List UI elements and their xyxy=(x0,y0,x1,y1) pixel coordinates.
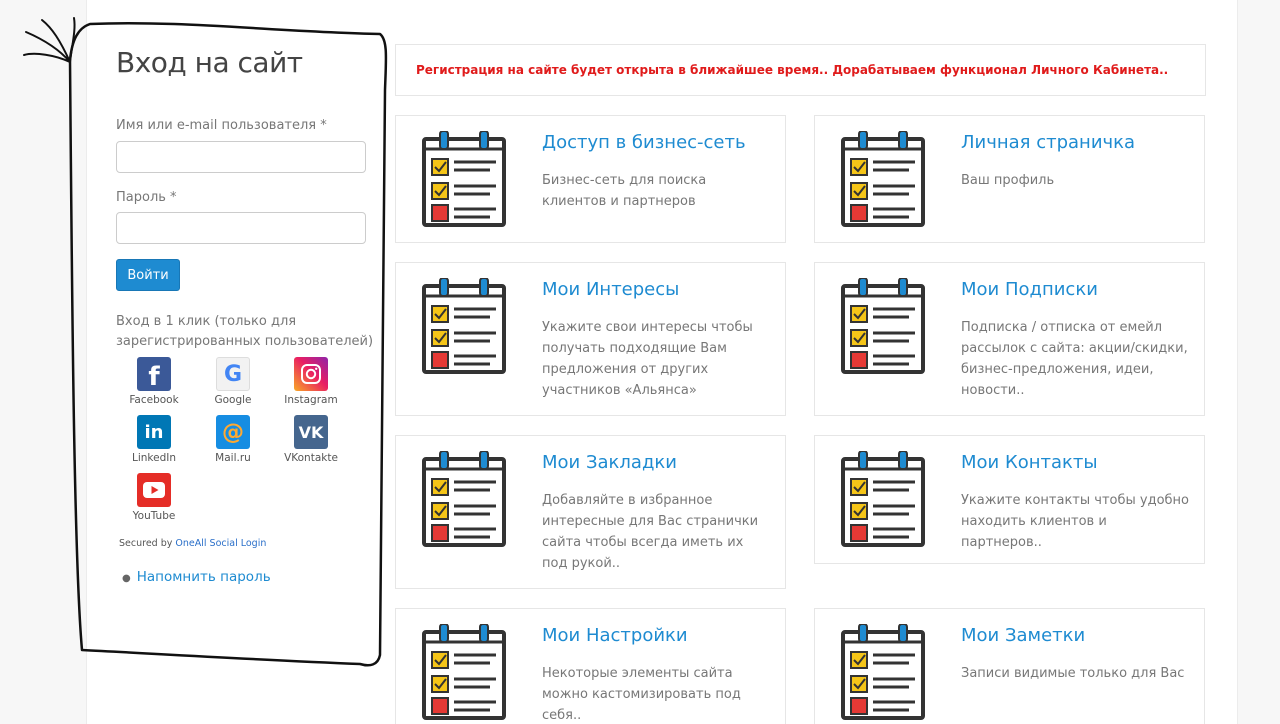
card-title[interactable]: Мои Контакты xyxy=(961,452,1098,473)
card-subscriptions[interactable] xyxy=(814,262,1205,416)
checklist-icon xyxy=(839,278,927,376)
card-title[interactable]: Мои Заметки xyxy=(961,625,1086,646)
card-description: Некоторые элементы сайта можно кастомизировать под себя.. xyxy=(542,666,741,723)
social-login-facebook[interactable] xyxy=(119,357,189,406)
card-description: Записи видимые только для Вас xyxy=(961,666,1185,681)
card-title[interactable]: Личная страничка xyxy=(961,132,1136,153)
checklist-icon xyxy=(420,278,508,376)
card-title[interactable]: Мои Интересы xyxy=(542,279,680,300)
bullet-icon: ● xyxy=(122,573,131,584)
username-input[interactable] xyxy=(116,141,366,173)
remind-password-link[interactable]: Напомнить пароль xyxy=(136,569,271,585)
password-label: Пароль * xyxy=(116,190,177,205)
social-login-linkedin[interactable] xyxy=(119,415,189,464)
checklist-icon xyxy=(839,131,927,229)
social-label: YouTube xyxy=(132,510,176,522)
oneclick-login-text: Вход в 1 клик (только для зарегистрированных пользователей) xyxy=(116,314,374,349)
secured-by-text xyxy=(119,538,266,549)
card-contacts[interactable] xyxy=(814,435,1205,564)
card-title[interactable]: Мои Подписки xyxy=(961,279,1098,300)
social-label: LinkedIn xyxy=(131,452,176,464)
social-login-instagram[interactable] xyxy=(276,357,346,406)
social-label: Mail.ru xyxy=(215,452,251,464)
notice-text: Регистрация на сайте будет открыта в ближайшее время.. Дорабатываем функционал Личного Кабинета.. xyxy=(416,63,1169,77)
social-login-vkontakte[interactable] xyxy=(276,415,346,464)
login-button[interactable]: Войти xyxy=(116,259,180,291)
vk-icon: VK xyxy=(294,415,328,449)
card-description: Укажите свои интересы чтобы получать подходящие Вам предложения от других участников «Альянса» xyxy=(542,320,753,398)
secured-prefix: Secured by xyxy=(119,538,173,549)
youtube-icon xyxy=(137,473,171,507)
card-title[interactable]: Мои Закладки xyxy=(542,452,677,473)
card-description: Подписка / отписка от емейл рассылок с сайта: акции/скидки, бизнес-предложения, идеи, новости.. xyxy=(961,320,1188,398)
social-label: Facebook xyxy=(129,394,179,406)
registration-notice xyxy=(395,44,1206,96)
card-notes[interactable] xyxy=(814,608,1205,724)
instagram-glyph xyxy=(300,363,322,385)
google-icon: G xyxy=(216,357,250,391)
checklist-icon xyxy=(420,131,508,229)
card-description: Ваш профиль xyxy=(961,173,1055,188)
login-title: Вход на сайт xyxy=(116,46,303,79)
card-bookmarks[interactable] xyxy=(395,435,786,589)
social-login-google[interactable] xyxy=(198,357,268,406)
youtube-glyph xyxy=(142,481,166,499)
card-business-network[interactable] xyxy=(395,115,786,243)
password-input[interactable] xyxy=(116,212,366,244)
card-settings[interactable] xyxy=(395,608,786,724)
mailru-icon: @ xyxy=(216,415,250,449)
card-title[interactable]: Доступ в бизнес-сеть xyxy=(542,132,746,153)
social-login-mailru[interactable] xyxy=(198,415,268,464)
social-login-youtube[interactable] xyxy=(119,473,189,522)
card-description: Бизнес-сеть для поиска клиентов и партнеров xyxy=(542,173,707,209)
card-description: Укажите контакты чтобы удобно находить клиентов и партнеров.. xyxy=(961,493,1189,550)
checklist-icon xyxy=(420,451,508,549)
instagram-icon xyxy=(294,357,328,391)
checklist-icon xyxy=(839,451,927,549)
checklist-icon xyxy=(839,624,927,722)
card-personal-page[interactable] xyxy=(814,115,1205,243)
card-interests[interactable] xyxy=(395,262,786,416)
social-label: Instagram xyxy=(284,394,338,406)
linkedin-icon: in xyxy=(137,415,171,449)
username-label: Имя или e-mail пользователя * xyxy=(116,118,327,133)
facebook-icon: f xyxy=(137,357,171,391)
card-title[interactable]: Мои Настройки xyxy=(542,625,688,646)
card-description: Добавляйте в избранное интересные для Вас странички сайта чтобы всегда иметь их под рукой.. xyxy=(542,493,759,571)
oneall-link[interactable]: OneAll Social Login xyxy=(175,538,267,549)
social-label: VKontakte xyxy=(284,452,338,464)
social-label: Google xyxy=(214,394,252,406)
checklist-icon xyxy=(420,624,508,722)
remind-password-item xyxy=(122,569,271,585)
